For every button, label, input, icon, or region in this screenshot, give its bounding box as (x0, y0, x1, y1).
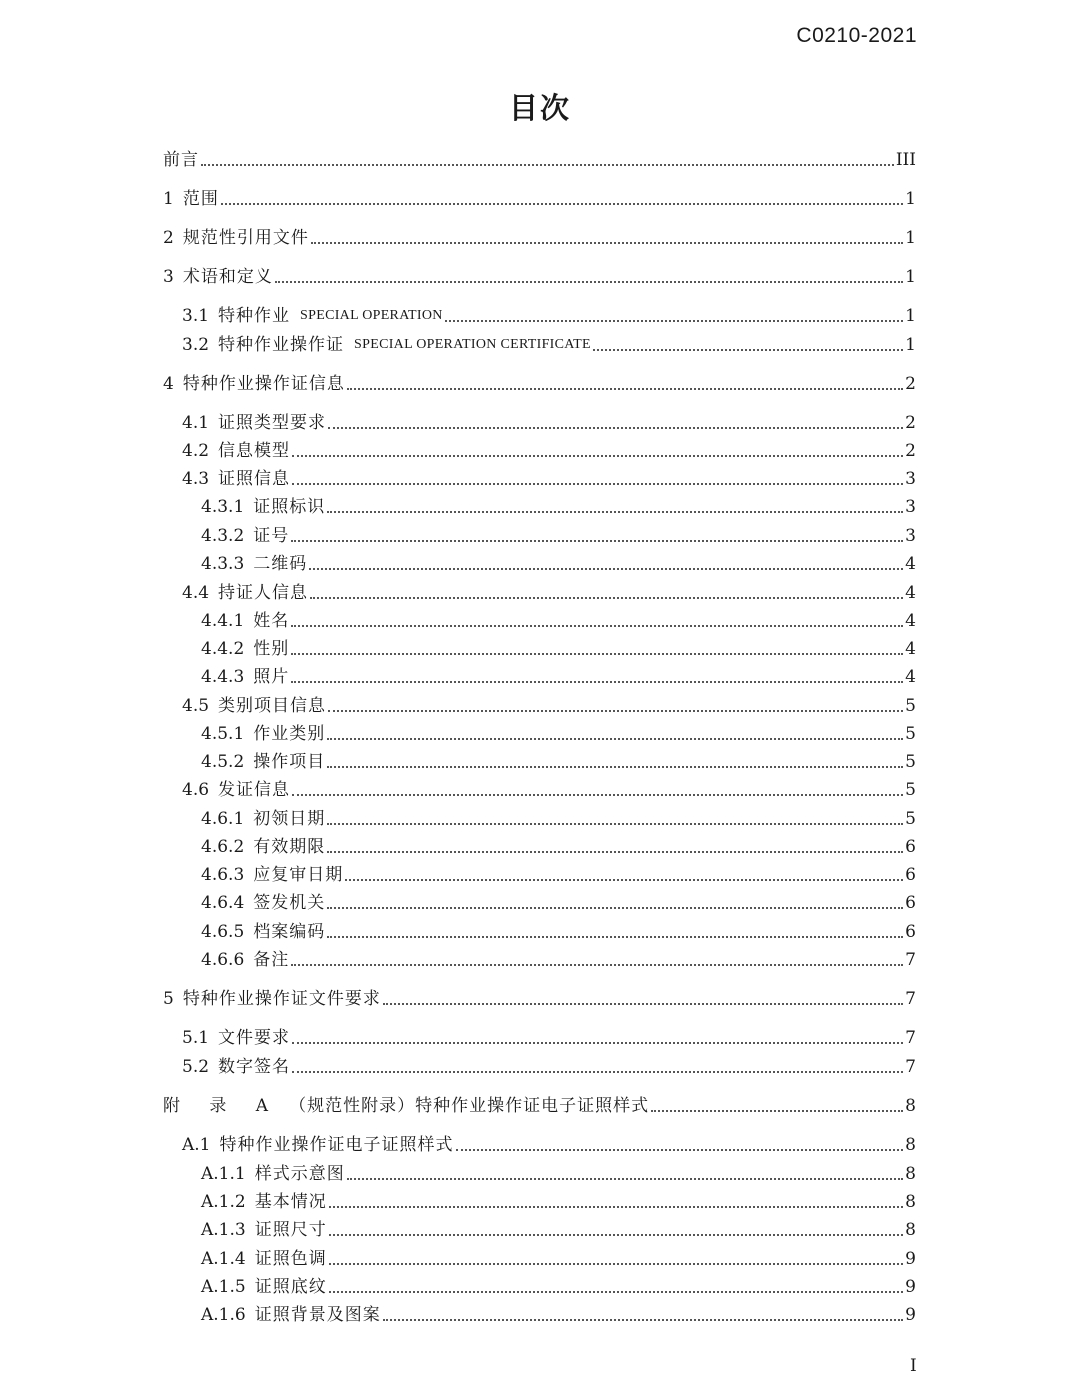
toc-entry-title: （规范性附录）特种作业操作证电子证照样式 (289, 1096, 650, 1116)
toc-entry-number: 4.6.4 (201, 893, 245, 913)
toc-entry[interactable] (201, 886, 916, 914)
toc-entry-page: 4 (905, 639, 916, 659)
toc-entry-number: 4.6.3 (201, 865, 245, 885)
toc-entry-page: 3 (905, 497, 916, 517)
toc-entry-title: 范围 (182, 189, 219, 209)
toc-entry-page: 7 (905, 989, 916, 1009)
dot-leader (347, 388, 903, 390)
toc-entry-page: 7 (905, 1057, 916, 1077)
toc-entry[interactable] (201, 1242, 916, 1270)
dot-leader (292, 455, 903, 457)
toc-entry-title: 前言 (163, 150, 199, 170)
toc-entry-page: 1 (905, 228, 916, 248)
toc-entry-title: 基本情况 (254, 1192, 327, 1212)
dot-leader (328, 710, 903, 712)
toc-entry[interactable] (201, 490, 916, 518)
toc-entry-page: 3 (905, 469, 916, 489)
dot-leader (327, 936, 903, 938)
dot-leader (292, 1042, 903, 1044)
page-title: 目次 (508, 91, 571, 125)
dot-leader (445, 320, 903, 322)
toc-entry-number: A.1 (182, 1135, 211, 1155)
toc-entry-title: 照片 (253, 667, 290, 687)
toc-entry-number: 4.4.3 (201, 667, 245, 687)
toc-entry-number: 5 (163, 989, 174, 1009)
toc-entry-page: 4 (905, 554, 916, 574)
toc-entry[interactable] (201, 915, 916, 943)
dot-leader (292, 483, 903, 485)
document-code: C0210-2021 (796, 24, 917, 47)
dot-leader (292, 794, 903, 796)
toc-entry-page: 7 (905, 950, 916, 970)
dot-leader (291, 681, 903, 683)
toc-entry-number: 4.2 (182, 441, 210, 461)
toc-entry[interactable] (182, 1021, 916, 1049)
toc-entry-page: 6 (905, 893, 916, 913)
toc-entry[interactable] (201, 802, 916, 830)
toc-entry-number: 4.3 (182, 469, 210, 489)
toc-entry[interactable] (201, 943, 916, 971)
toc-entry-title: 术语和定义 (182, 267, 273, 287)
dot-leader (327, 851, 903, 853)
toc-entry[interactable] (201, 1213, 916, 1241)
toc-entry[interactable] (201, 1270, 916, 1298)
toc-entry[interactable] (182, 1050, 916, 1078)
toc-entry-title: 有效期限 (253, 837, 326, 857)
toc-entry[interactable] (163, 1089, 916, 1117)
toc-entry-title: 作业类别 (253, 724, 326, 744)
toc-entry-number: 3.2 (182, 335, 210, 355)
toc-entry-title: 档案编码 (253, 922, 326, 942)
toc-entry-number: 4.3.3 (201, 554, 245, 574)
toc-entry-number: 3.1 (182, 306, 210, 326)
dot-leader (327, 823, 903, 825)
toc-entry-title: 证照信息 (218, 469, 291, 489)
toc-entry-title: 特种作业操作证 (218, 335, 345, 355)
dot-leader (292, 1071, 903, 1073)
toc-entry-title: 初领日期 (253, 809, 326, 829)
toc-entry-page: 5 (905, 724, 916, 744)
toc-entry-number: 5.2 (182, 1057, 210, 1077)
dot-leader (291, 540, 903, 542)
dot-leader (275, 281, 903, 283)
dot-leader (201, 164, 894, 166)
toc-entry-page: 9 (905, 1305, 916, 1325)
toc-entry-title: 发证信息 (218, 780, 291, 800)
toc-entry-page: 1 (905, 335, 916, 355)
toc-entry-page: 2 (905, 413, 916, 433)
dot-leader (329, 1234, 903, 1236)
toc-entry-english-title: SPECIAL OPERATION CERTIFICATE (354, 337, 591, 352)
toc-entry-page: 2 (905, 441, 916, 461)
toc-entry[interactable] (182, 406, 916, 434)
toc-entry[interactable] (201, 830, 916, 858)
toc-entry-number: 1 (163, 189, 174, 209)
toc-entry-title: 持证人信息 (218, 583, 309, 603)
toc-entry-page: 6 (905, 837, 916, 857)
toc-entry-title: 类别项目信息 (218, 696, 327, 716)
toc-entry[interactable] (201, 858, 916, 886)
toc-entry-english-title: SPECIAL OPERATION (300, 308, 443, 323)
toc-entry-title: 证照标识 (253, 497, 326, 517)
toc-entry-page: 7 (905, 1028, 916, 1048)
toc-entry-number: 4.6.1 (201, 809, 245, 829)
toc-entry[interactable] (182, 689, 916, 717)
dot-leader (310, 597, 903, 599)
dot-leader (328, 427, 903, 429)
toc-entry-number: 4.6.6 (201, 950, 245, 970)
toc-entry-number: 4.4 (182, 583, 210, 603)
toc-entry[interactable] (182, 773, 916, 801)
toc-entry-number: 4.1 (182, 413, 210, 433)
dot-leader (329, 1263, 903, 1265)
toc-entry[interactable] (182, 434, 916, 462)
dot-leader (291, 625, 903, 627)
toc-entry-title: 性别 (253, 639, 290, 659)
toc-entry[interactable] (201, 1185, 916, 1213)
toc-entry-title: 二维码 (253, 554, 308, 574)
dot-leader (327, 766, 903, 768)
toc-entry-page: 2 (905, 374, 916, 394)
toc-entry[interactable] (182, 462, 916, 490)
dot-leader (593, 349, 903, 351)
toc-entry-title: 证照色调 (254, 1249, 327, 1269)
toc-entry-title: 证照尺寸 (254, 1220, 327, 1240)
toc-entry[interactable] (163, 260, 916, 288)
toc-entry-number: A.1.6 (201, 1305, 246, 1325)
toc-entry-number: 4.3.2 (201, 526, 245, 546)
toc-entry-title: 特种作业操作证文件要求 (182, 989, 381, 1009)
toc-entry-number: A.1.1 (201, 1164, 246, 1184)
toc-entry-number: 2 (163, 228, 174, 248)
toc-entry-number: 4.5.1 (201, 724, 245, 744)
dot-leader (291, 653, 903, 655)
toc-entry-title: 备注 (253, 950, 290, 970)
toc-entry-page: 4 (905, 583, 916, 603)
toc-entry-page: 6 (905, 865, 916, 885)
toc-entry-title: 特种作业操作证电子证照样式 (219, 1135, 454, 1155)
toc-entry-page: 9 (905, 1249, 916, 1269)
toc-entry[interactable] (182, 328, 916, 356)
toc-entry-title: 数字签名 (218, 1057, 291, 1077)
toc-entry[interactable] (163, 367, 916, 395)
toc-entry-title: 应复审日期 (253, 865, 344, 885)
dot-leader (221, 203, 903, 205)
toc-entry-page: 3 (905, 526, 916, 546)
toc-entry-page: 1 (905, 267, 916, 287)
toc-entry-number: 附 录 A (163, 1096, 281, 1116)
dot-leader (311, 242, 903, 244)
toc-entry-page: 4 (905, 667, 916, 687)
toc-entry[interactable] (201, 745, 916, 773)
toc-entry-page: 8 (905, 1096, 916, 1116)
dot-leader (383, 1003, 903, 1005)
toc-entry-number: 4.6 (182, 780, 210, 800)
toc-entry-page: 8 (905, 1192, 916, 1212)
dot-leader (329, 1291, 903, 1293)
toc-entry-number: 5.1 (182, 1028, 210, 1048)
toc-entry-number: 4.4.2 (201, 639, 245, 659)
toc-entry-title: 证照底纹 (254, 1277, 327, 1297)
toc-entry[interactable] (201, 547, 916, 575)
toc-entry-number: 4.5.2 (201, 752, 245, 772)
toc-entry-number: 4.6.5 (201, 922, 245, 942)
toc-entry-page: III (895, 150, 916, 170)
toc-entry-number: 3 (163, 267, 174, 287)
toc-entry-title: 证照类型要求 (218, 413, 327, 433)
toc-entry[interactable] (201, 660, 916, 688)
toc-entry[interactable] (163, 143, 916, 171)
dot-leader (327, 738, 903, 740)
toc-entry-page: 5 (905, 809, 916, 829)
toc-entry-title: 姓名 (253, 611, 290, 631)
toc-entry-title: 签发机关 (253, 893, 326, 913)
toc-entry-number: 4.3.1 (201, 497, 245, 517)
toc-entry-number: A.1.3 (201, 1220, 246, 1240)
toc-entry-title: 样式示意图 (254, 1164, 345, 1184)
toc-entry-page: 8 (905, 1135, 916, 1155)
toc-entry-number: A.1.4 (201, 1249, 246, 1269)
toc-entry[interactable] (163, 982, 916, 1010)
toc-entry[interactable] (201, 717, 916, 745)
toc-entry-title: 证照背景及图案 (254, 1305, 381, 1325)
toc-entry-page: 9 (905, 1277, 916, 1297)
toc-entry[interactable] (182, 576, 916, 604)
toc-entry-number: 4.6.2 (201, 837, 245, 857)
dot-leader (347, 1178, 903, 1180)
dot-leader (651, 1110, 903, 1112)
toc-entry-page: 5 (905, 696, 916, 716)
toc-entry[interactable] (201, 632, 916, 660)
toc-entry-page: 8 (905, 1164, 916, 1184)
dot-leader (309, 568, 903, 570)
dot-leader (383, 1319, 903, 1321)
toc-entry-title: 操作项目 (253, 752, 326, 772)
toc-entry[interactable] (201, 604, 916, 632)
toc-entry[interactable] (201, 1298, 916, 1326)
toc-entry-page: 4 (905, 611, 916, 631)
toc-entry-title: 特种作业 (218, 306, 291, 326)
toc-entry[interactable] (163, 182, 916, 210)
toc-entry-number: A.1.5 (201, 1277, 246, 1297)
toc-entry-number: 4 (163, 374, 174, 394)
toc-entry-page: 5 (905, 752, 916, 772)
toc-entry[interactable] (201, 519, 916, 547)
toc-entry-page: 8 (905, 1220, 916, 1240)
dot-leader (345, 879, 903, 881)
toc-entry[interactable] (201, 1157, 916, 1185)
toc-entry-title: 信息模型 (218, 441, 291, 461)
toc-entry-page: 5 (905, 780, 916, 800)
toc-entry-page: 1 (905, 189, 916, 209)
toc-entry-title: 特种作业操作证信息 (182, 374, 345, 394)
toc-entry-page: 1 (905, 306, 916, 326)
toc-entry-title: 证号 (253, 526, 290, 546)
dot-leader (329, 1206, 903, 1208)
dot-leader (327, 907, 903, 909)
toc-entry[interactable] (182, 1128, 916, 1156)
toc-entry-number: 4.5 (182, 696, 210, 716)
footer-page-number: I (910, 1356, 917, 1376)
toc-entry-number: 4.4.1 (201, 611, 245, 631)
toc-entry[interactable] (182, 299, 916, 327)
toc-entry-page: 6 (905, 922, 916, 942)
toc-entry-title: 规范性引用文件 (182, 228, 309, 248)
toc-entry[interactable] (163, 221, 916, 249)
toc-entry-number: A.1.2 (201, 1192, 246, 1212)
dot-leader (456, 1149, 904, 1151)
toc-entry-title: 文件要求 (218, 1028, 291, 1048)
dot-leader (327, 511, 903, 513)
dot-leader (291, 964, 903, 966)
